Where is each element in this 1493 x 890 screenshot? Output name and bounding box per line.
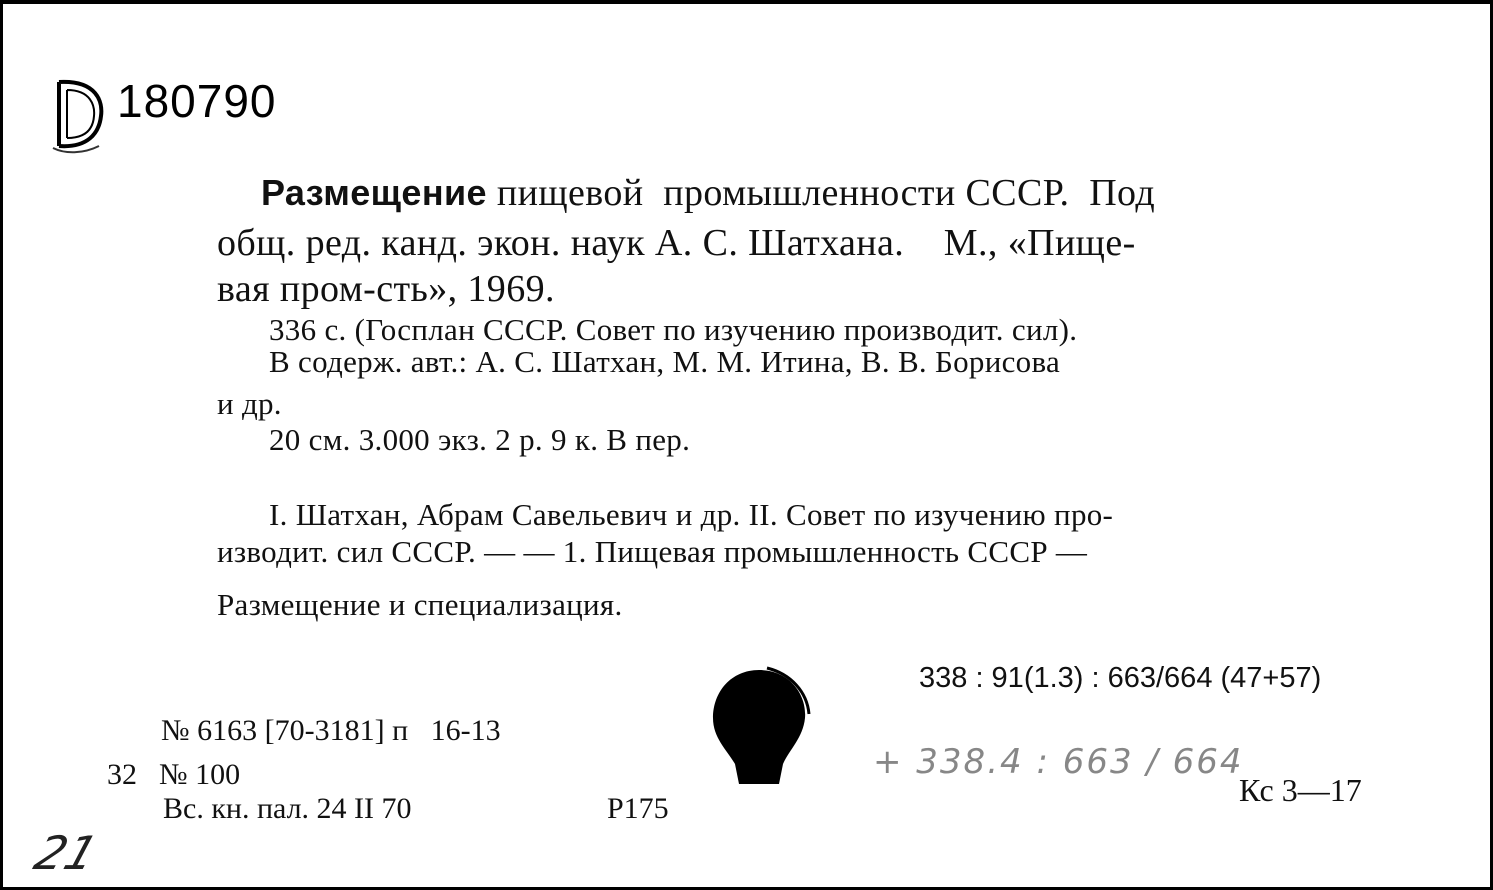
subjects-line-1: I. Шатхан, Абрам Савельевич и др. II. Совет по изучению про- <box>269 497 1114 532</box>
description-line-4: 20 см. 3.000 экз. 2 р. 9 к. В пер. <box>269 422 691 457</box>
handwritten-udc: + 338.4 : 663 / 664 <box>873 742 1244 782</box>
accession-number: 180790 <box>117 75 277 127</box>
description-line-2: В содерж. авт.: А. С. Шатхан, М. М. Итина, В. В. Борисова <box>269 344 1061 379</box>
title-line-2: общ. ред. канд. экон. наук А. С. Шатхана. М., «Пище- <box>217 222 1136 264</box>
classification-index: Кс 3—17 <box>1239 772 1362 808</box>
print-code: Р175 <box>607 792 669 825</box>
print-info-line-2-prefix: 32 <box>107 758 137 791</box>
description-line-1: 336 с. (Госплан СССР. Совет по изучению производит. сил). <box>269 312 1078 347</box>
title-line-1-rest: пищевой промышленности СССР. Под <box>496 172 1156 214</box>
print-info-line-2: № 100 <box>159 758 241 791</box>
subjects-line-3: Размещение и специализация. <box>217 587 623 622</box>
udc-classification: 338 : 91(1.3) : 663/664 (47+57) <box>919 662 1322 694</box>
description-line-3: и др. <box>217 386 282 421</box>
handwritten-mark: 21 <box>28 826 105 880</box>
title-line-1 <box>261 174 1155 212</box>
print-info-line-1: № 6163 [70-3181] п 16-13 <box>161 714 501 747</box>
title-heading-word: Размещение <box>261 172 487 213</box>
punch-hole <box>709 666 813 790</box>
accession-letter-d-stamp <box>51 76 105 154</box>
title-line-3: вая пром-сть», 1969. <box>217 268 555 310</box>
subjects-line-2: изводит. сил СССР. — — 1. Пищевая промышленность СССР — <box>217 534 1088 569</box>
print-info-line-3: Вс. кн. пал. 24 II 70 <box>163 792 412 825</box>
